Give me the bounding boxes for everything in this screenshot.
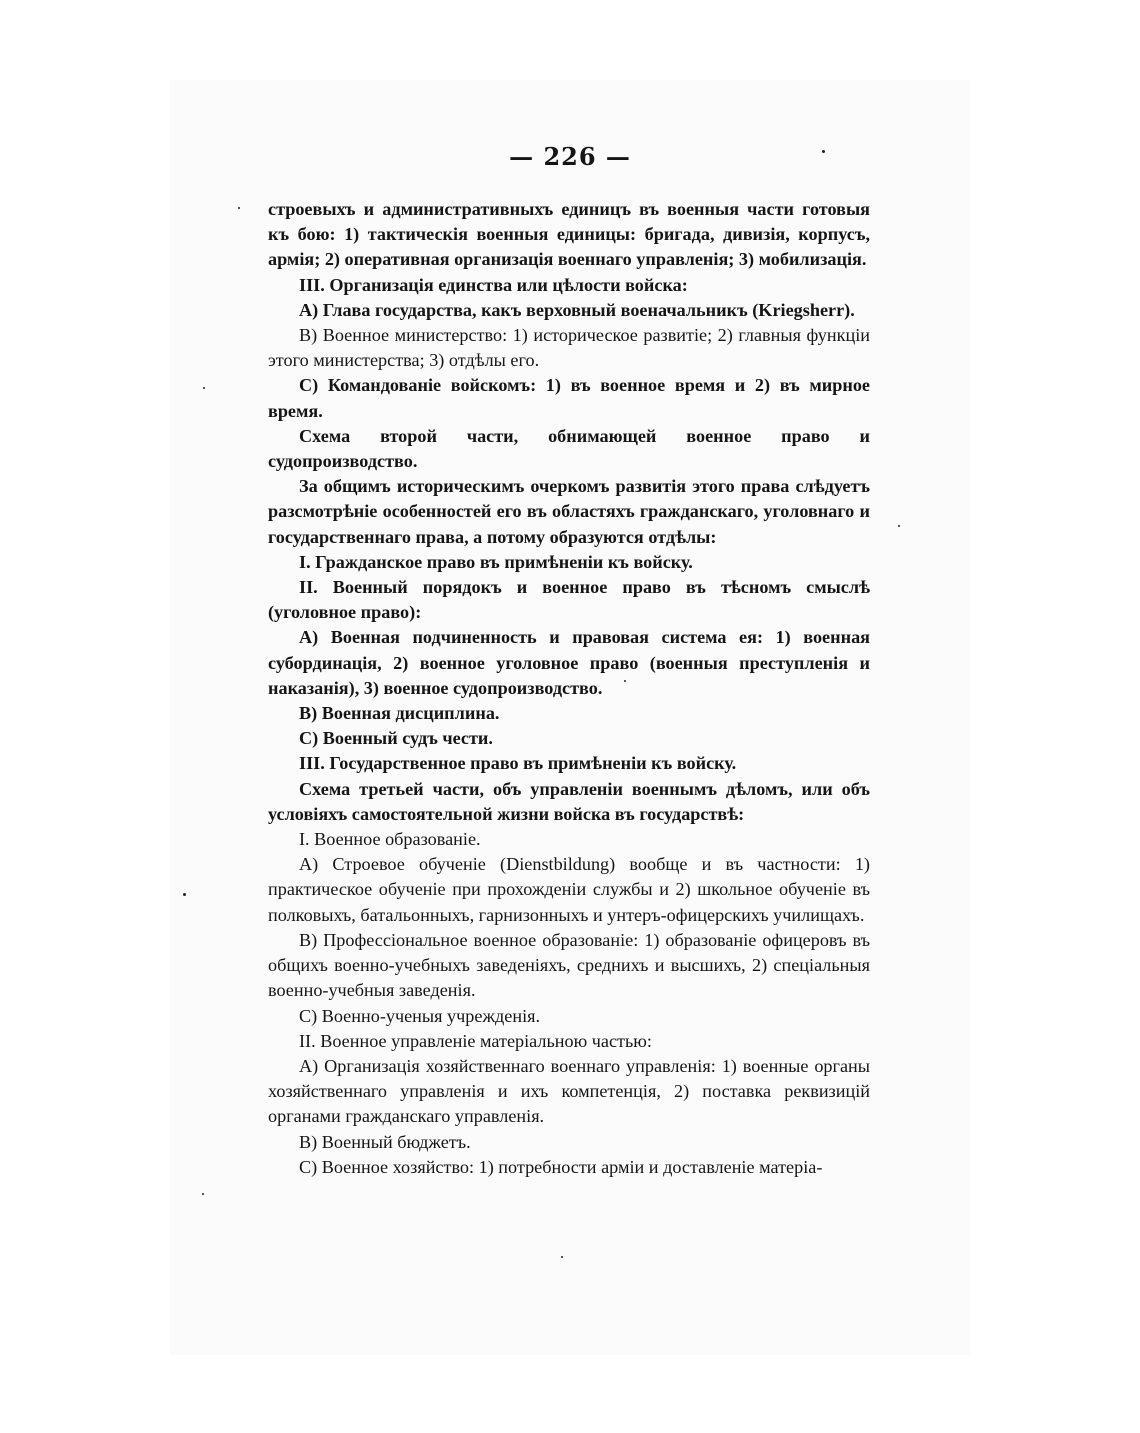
body-text: [268, 197, 870, 1180]
scan-speck: [238, 207, 240, 209]
paragraph: В) Профессіональное военное образованіе: 1) образованіе офицеровъ въ общихъ военно-учебныхъ заведеніяхъ, среднихъ и высшихъ, 2) спеціальныя военно-учебныя заведенія.: [268, 929, 870, 1001]
paragraph: В) Военный бюджетъ.: [299, 1131, 471, 1152]
paragraph: А) Военная подчиненность и правовая система ея: 1) военная субординація, 2) военное уголовное право (военныя преступленія и наказанія), 3) военное судопроизводство.: [268, 627, 870, 698]
paragraph: В) Военная дисциплина.: [299, 703, 500, 724]
paragraph: С) Военный судъ чести.: [299, 728, 493, 749]
paragraph: строевыхъ и административныхъ единицъ въ военныя части готовыя къ бою: 1) тактическія военныя единицы: бригада, дивизія, корпусъ, армія; 2) оперативная организація военнаго управленія; 3) мобилизація.: [268, 199, 870, 270]
paragraph: I. Гражданское право въ примѣненіи къ войску.: [299, 551, 693, 572]
paragraph: III. Организація единства или цѣлости войска:: [299, 274, 688, 295]
scan-speck: [203, 387, 205, 389]
paragraph: I. Военное образованіе.: [299, 829, 481, 850]
paragraph: В) Военное министерство: 1) историческое развитіе; 2) главныя функціи этого министерства; 3) отдѣлы его.: [268, 325, 870, 371]
paragraph: За общимъ историческимъ очеркомъ развитія этого права слѣдуетъ разсмотрѣніе особенностей его въ областяхъ гражданскаго, уголовнаго и государственнаго права, а потому образуются отдѣлы:: [268, 476, 870, 547]
paragraph: С) Военно-ученыя учрежденія.: [299, 1005, 541, 1026]
paragraph: С) Командованіе войскомъ: 1) въ военное время и 2) въ мирное время.: [268, 375, 870, 421]
paragraph: Схема третьей части, объ управленіи военнымъ дѣломъ, или объ условіяхъ самостоятельной жизни войска въ государствѣ:: [268, 778, 870, 824]
paragraph: А) Строевое обученіе (Dienstbildung) вообще и въ частности: 1) практическое обученіе при прохожденіи службы и 2) школьное обученіе въ полковыхъ, батальонныхъ, гарнизонныхъ и унтеръ-офицерскихъ училищахъ.: [268, 854, 870, 925]
scan-speck: [624, 680, 626, 682]
paragraph: А) Глава государства, какъ верховный военачальникъ (Kriegsherr).: [299, 299, 855, 320]
page-number: — 226 —: [509, 142, 631, 171]
scan-speck: [822, 150, 825, 153]
scan-speck: [183, 893, 186, 896]
paragraph: II. Военный порядокъ и военное право въ тѣсномъ смыслѣ (уголовное право):: [268, 577, 870, 623]
paragraph: Схема второй части, обнимающей военное право и судопроизводство.: [268, 425, 870, 472]
paragraph: III. Государственное право въ примѣненіи къ войску.: [299, 753, 737, 774]
scan-speck: [561, 1256, 563, 1258]
scan-speck: [202, 1193, 204, 1195]
paragraph: II. Военное управленіе матеріальною частью:: [299, 1030, 652, 1051]
scan-speck: [898, 525, 900, 527]
paragraph: С) Военное хозяйство: 1) потребности арміи и доставленіе матеріа-: [299, 1156, 823, 1177]
paragraph: А) Организація хозяйственнаго военнаго управленія: 1) военные органы хозяйственнаго управленія и ихъ компетенція, 2) поставка реквизицій органами гражданскаго управленія.: [268, 1055, 870, 1127]
